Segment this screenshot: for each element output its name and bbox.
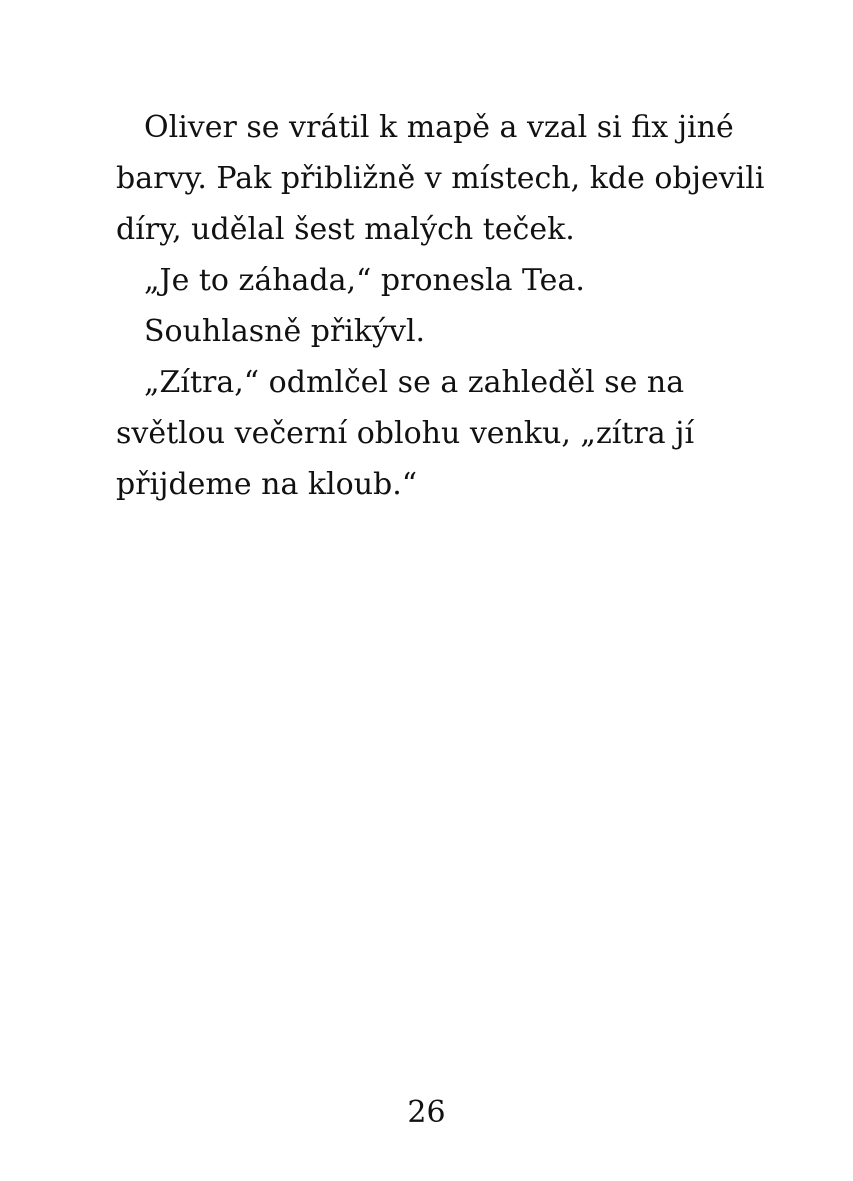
text-line: „Zítra,“ odmlčel se a zahleděl se na [144, 365, 685, 400]
paragraph [116, 306, 736, 357]
text-line: barvy. Pak přibližně v místech, kde objevili [116, 161, 765, 196]
page-number: 26 [407, 1095, 446, 1130]
text-line: světlou večerní oblohu venku, „zítra jí [116, 416, 695, 451]
text-line: díry, udělal šest malých teček. [116, 212, 575, 247]
paragraph [116, 255, 736, 306]
paragraph [116, 102, 765, 255]
text-line: Oliver se vrátil k mapě a vzal si fix jiné [144, 110, 734, 145]
paragraph [116, 357, 736, 510]
body-text [116, 102, 765, 510]
text-line: „Je to záhada,“ pronesla Tea. [144, 263, 585, 298]
text-line: přijdeme na kloub.“ [116, 467, 418, 502]
text-line: Souhlasně přikývl. [144, 314, 426, 349]
